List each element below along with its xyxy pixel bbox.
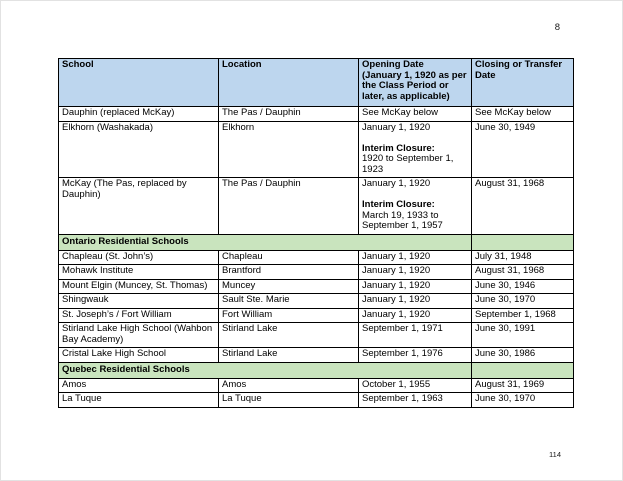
page-number-bottom: 114	[549, 450, 561, 459]
table-row	[59, 393, 574, 408]
closing-date-cell: June 30, 1949	[472, 121, 574, 178]
school-cell: Elkhorn (Washakada)	[59, 121, 219, 178]
interim-closure-label: Interim Closure:	[362, 142, 435, 154]
table-row	[59, 279, 574, 294]
table-row	[59, 265, 574, 280]
closing-date-cell: August 31, 1968	[472, 178, 574, 235]
header-closing-date: Closing or Transfer Date	[472, 59, 574, 107]
location-cell: La Tuque	[219, 393, 359, 408]
opening-date-cell	[359, 348, 472, 363]
header-school: School	[59, 59, 219, 107]
table-row	[59, 348, 574, 363]
school-cell: Amos	[59, 378, 219, 393]
opening-date-cell	[359, 265, 472, 280]
residential-schools-table	[58, 58, 574, 408]
location-cell: Brantford	[219, 265, 359, 280]
school-cell: McKay (The Pas, replaced by Dauphin)	[59, 178, 219, 235]
table-row	[59, 107, 574, 122]
table-row	[59, 178, 574, 235]
header-row	[59, 59, 574, 107]
cell-line: September 1, 1971	[362, 323, 443, 334]
header-location: Location	[219, 59, 359, 107]
cell-line: January 1, 1920	[362, 250, 431, 262]
section-cell-empty	[472, 362, 574, 378]
table-row	[59, 323, 574, 348]
opening-date-cell	[359, 279, 472, 294]
header-opening-date-title: Opening Date	[362, 59, 424, 70]
table-row	[59, 294, 574, 309]
location-cell: Stirland Lake	[219, 348, 359, 363]
school-cell: Mount Elgin (Muncey, St. Thomas)	[59, 279, 219, 294]
section-cell-empty	[472, 234, 574, 250]
closing-date-cell: July 31, 1948	[472, 250, 574, 265]
location-cell: The Pas / Dauphin	[219, 178, 359, 235]
closing-date-cell: August 31, 1969	[472, 378, 574, 393]
table-row	[59, 121, 574, 178]
opening-date-cell	[359, 378, 472, 393]
location-cell: Chapleau	[219, 250, 359, 265]
cell-line: January 1, 1920	[362, 279, 431, 291]
location-cell: Amos	[219, 378, 359, 393]
school-cell: Cristal Lake High School	[59, 348, 219, 363]
cell-line: September 1, 1963	[362, 393, 443, 404]
location-cell: Fort William	[219, 308, 359, 323]
school-cell: Chapleau (St. John’s)	[59, 250, 219, 265]
table-row	[59, 250, 574, 265]
location-cell: Muncey	[219, 279, 359, 294]
location-cell: Sault Ste. Marie	[219, 294, 359, 309]
opening-date-cell	[359, 323, 472, 348]
location-cell: Elkhorn	[219, 121, 359, 178]
closing-date-cell: June 30, 1970	[472, 393, 574, 408]
table-row	[59, 308, 574, 323]
location-cell: The Pas / Dauphin	[219, 107, 359, 122]
cell-line: January 1, 1920	[362, 121, 431, 133]
section-label: Quebec Residential Schools	[59, 362, 472, 378]
opening-date-cell	[359, 250, 472, 265]
cell-line: 1920 to September 1, 1923	[362, 153, 454, 175]
cell-line: January 1, 1920	[362, 294, 431, 305]
school-cell: Shingwauk	[59, 294, 219, 309]
table-row	[59, 378, 574, 393]
header-opening-date	[359, 59, 472, 107]
opening-date-cell	[359, 308, 472, 323]
cell-line: January 1, 1920	[362, 178, 431, 189]
cell-line: March 19, 1933 to September 1, 1957	[362, 209, 443, 231]
header-opening-date-subtitle: (January 1, 1920 as per the Class Period or later, as applicable)	[362, 69, 467, 102]
opening-date-cell	[359, 178, 472, 235]
page-number-top: 8	[554, 22, 560, 33]
opening-date-cell	[359, 393, 472, 408]
location-cell: Stirland Lake	[219, 323, 359, 348]
school-cell: Dauphin (replaced McKay)	[59, 107, 219, 122]
cell-line: September 1, 1976	[362, 348, 443, 359]
school-cell: La Tuque	[59, 393, 219, 408]
opening-date-cell	[359, 294, 472, 309]
cell-line	[362, 133, 468, 144]
section-label: Ontario Residential Schools	[59, 234, 472, 250]
closing-date-cell: June 30, 1986	[472, 348, 574, 363]
school-cell: Mohawk Institute	[59, 265, 219, 280]
section-row	[59, 234, 574, 250]
table-body	[59, 107, 574, 408]
closing-date-cell: See McKay below	[472, 107, 574, 122]
closing-date-cell: August 31, 1968	[472, 265, 574, 280]
school-cell: St. Joseph’s / Fort William	[59, 308, 219, 323]
closing-date-cell: June 30, 1991	[472, 323, 574, 348]
opening-date-cell	[359, 121, 472, 178]
cell-line: See McKay below	[362, 107, 439, 118]
closing-date-cell: June 30, 1970	[472, 294, 574, 309]
closing-date-cell: June 30, 1946	[472, 279, 574, 294]
cell-line: January 1, 1920	[362, 308, 431, 320]
cell-line: January 1, 1920	[362, 265, 431, 276]
interim-closure-label: Interim Closure:	[362, 199, 435, 210]
closing-date-cell: September 1, 1968	[472, 308, 574, 323]
school-cell: Stirland Lake High School (Wahbon Bay Academy)	[59, 323, 219, 348]
section-row	[59, 362, 574, 378]
cell-line: October 1, 1955	[362, 378, 431, 390]
opening-date-cell	[359, 107, 472, 122]
